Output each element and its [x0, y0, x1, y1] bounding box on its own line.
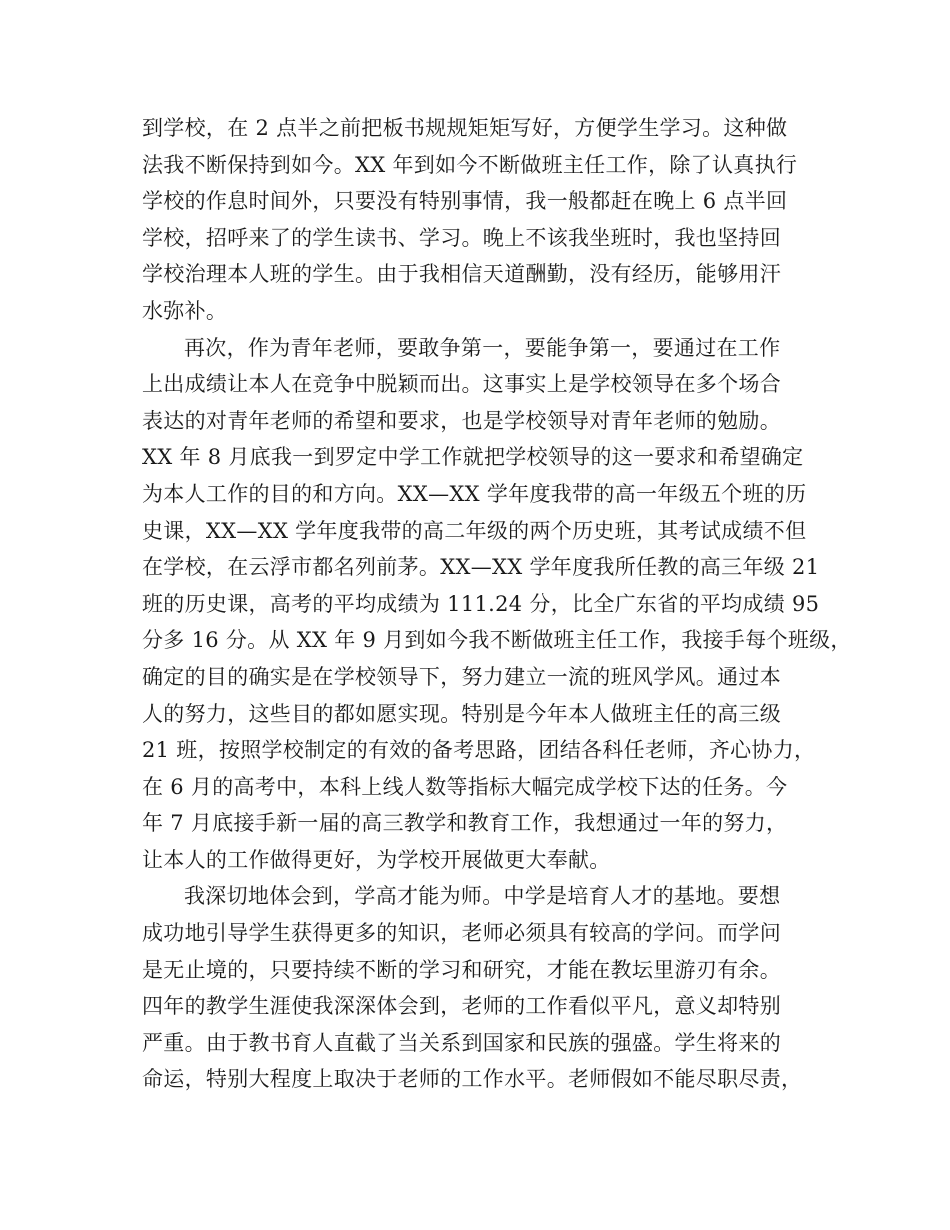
text-line: 学校，招呼来了的学生读书、学习。晚上不该我坐班时，我也坚持回: [142, 225, 781, 250]
text-line: 班的历史课，高考的平均成绩为 111.24 分，比全广东省的平均成绩 95: [142, 591, 820, 616]
text-line: 四年的教学生涯使我深深体会到，老师的工作看似平凡，意义却特别: [142, 994, 781, 1019]
text-line: 是无止境的，只要持续不断的学习和研究，才能在教坛里游刃有余。: [142, 957, 781, 982]
text-line: 我深切地体会到，学高才能为师。中学是培育人才的基地。要想: [184, 884, 781, 909]
paragraph: [142, 330, 852, 879]
text-line: 在学校，在云浮市都名列前茅。XX—XX 学年度我所任教的高三年级 21: [142, 555, 820, 580]
text-line: 学校治理本人班的学生。由于我相信天道酬勤，没有经历，能够用汗: [142, 262, 781, 287]
text-line: 严重。由于教书育人直截了当关系到国家和民族的强盛。学生将来的: [142, 1030, 781, 1055]
text-line: 上出成绩让本人在竞争中脱颖而出。这事实上是学校领导在多个场合: [142, 372, 781, 397]
paragraph: [142, 878, 832, 1098]
text-line: 水弥补。: [142, 298, 228, 323]
text-line: 法我不断保持到如今。XX 年到如今不断做班主任工作，除了认真执行: [142, 152, 798, 177]
text-line: 在 6 月的高考中，本科上线人数等指标大幅完成学校下达的任务。今: [142, 774, 788, 799]
text-line: 命运，特别大程度上取决于老师的工作水平。老师假如不能尽职尽责，: [142, 1067, 803, 1092]
text-line: 表达的对青年老师的希望和要求，也是学校领导对青年老师的勉励。: [142, 408, 781, 433]
text-line: 成功地引导学生获得更多的知识，老师必须具有较高的学问。而学问: [142, 921, 781, 946]
text-line: 21 班，按照学校制定的有效的备考思路，团结各科任老师，齐心协力，: [142, 738, 816, 763]
text-line: 分多 16 分。从 XX 年 9 月到如今我不断做班主任工作，我接手每个班级，: [142, 628, 852, 653]
text-line: 确定的目的确实是在学校领导下，努力建立一流的班风学风。通过本: [142, 664, 781, 689]
text-line: XX 年 8 月底我一到罗定中学工作就把学校领导的这一要求和希望确定: [142, 445, 804, 470]
text-line: 人的努力，这些目的都如愿实现。特别是今年本人做班主任的高三级: [142, 701, 781, 726]
document-body: [142, 110, 852, 1098]
text-line: 年 7 月底接手新一届的高三教学和教育工作，我想通过一年的努力，: [142, 811, 788, 836]
text-line: 让本人的工作做得更好，为学校开展做更大奉献。: [142, 847, 611, 872]
text-line: 再次，作为青年老师，要敢争第一，要能争第一，要通过在工作: [184, 335, 781, 360]
text-line: 史课，XX—XX 学年度我带的高二年级的两个历史班，其考试成绩不但: [142, 518, 807, 543]
paragraph: [142, 110, 832, 330]
text-line: 到学校，在 2 点半之前把板书规规矩矩写好，方便学生学习。这种做: [142, 116, 788, 140]
text-line: 为本人工作的目的和方向。XX—XX 学年度我带的高一年级五个班的历: [142, 481, 807, 506]
text-line: 学校的作息时间外，只要没有特别事情，我一般都赶在晚上 6 点半回: [142, 189, 788, 214]
